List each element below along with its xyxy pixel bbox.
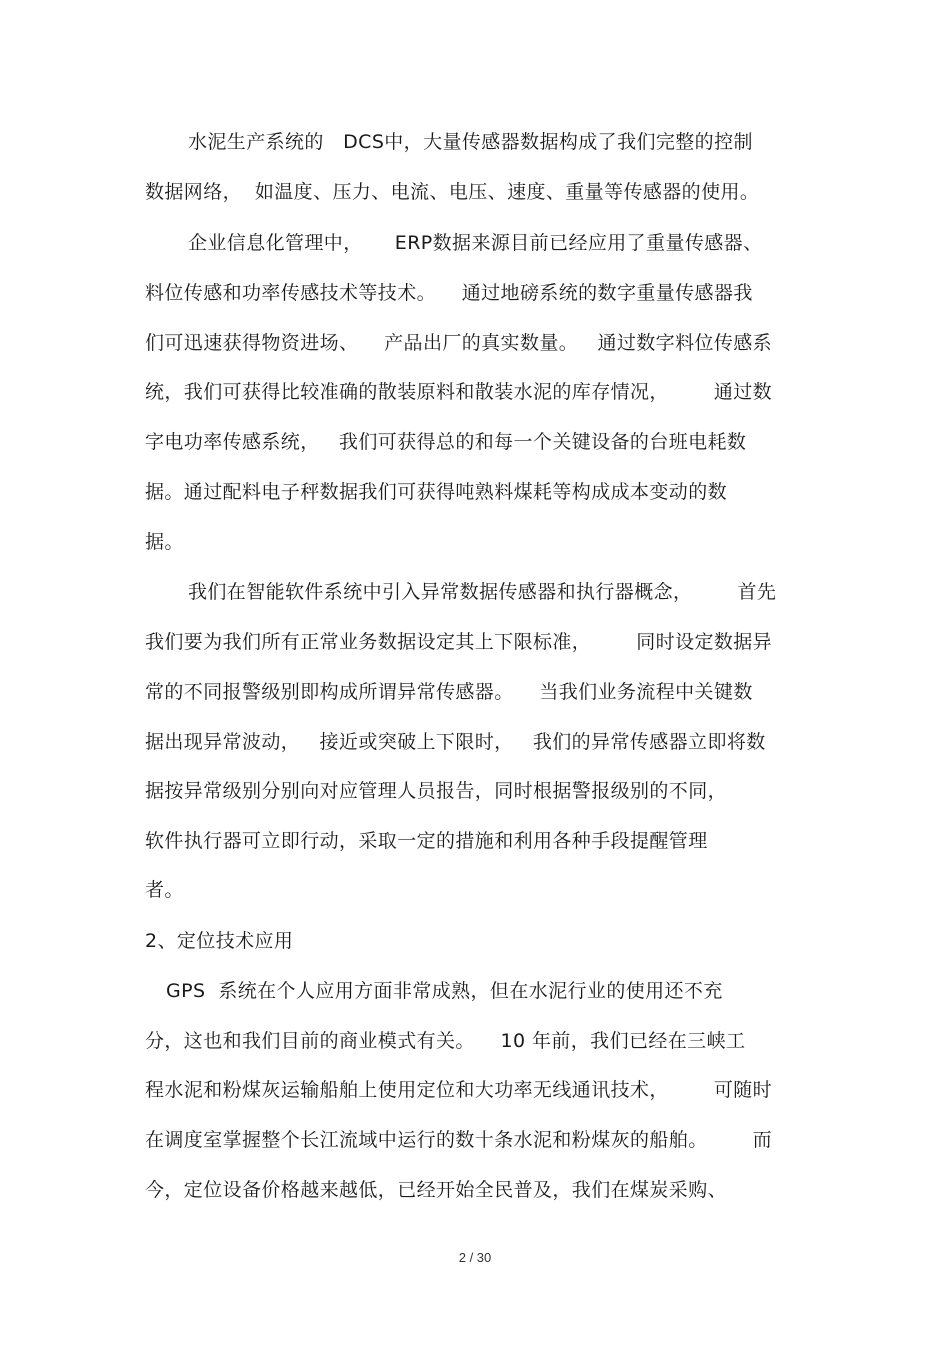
paragraph-4-line-3: 程水泥和粉煤灰运输船舶上使用定位和大功率无线通讯技术， 可随时 — [145, 1079, 773, 1101]
paragraph-2-line-7: 据。 — [145, 531, 184, 553]
paragraph-2-line-1: 企业信息化管理中， ERP数据来源目前已经应用了重量传感器、 — [188, 232, 763, 254]
paragraph-3-line-7: 者。 — [145, 879, 184, 901]
paragraph-2-line-6: 据。通过配料电子秤数据我们可获得吨熟料煤耗等构成成本变动的数 — [145, 481, 728, 503]
section-heading: 2、定位技术应用 — [145, 930, 294, 952]
paragraph-3-line-6: 软件执行器可立即行动，采取一定的措施和利用各种手段提醒管理 — [145, 830, 708, 852]
paragraph-2-line-4: 统，我们可获得比较准确的散装原料和散装水泥的库存情况， 通过数 — [145, 381, 773, 403]
page-number: 2 / 30 — [458, 1250, 492, 1265]
paragraph-4-line-2: 分，这也和我们目前的商业模式有关。 10 年前，我们已经在三峡工 — [145, 1030, 746, 1052]
paragraph-2-line-3: 们可迅速获得物资进场、 产品出厂的真实数量。 通过数字料位传感系 — [145, 332, 773, 354]
paragraph-1-line-1: 水泥生产系统的 DCS中，大量传感器数据构成了我们完整的控制 — [188, 131, 753, 153]
paragraph-3-line-5: 据按异常级别分别向对应管理人员报告，同时根据警报级别的不同， — [145, 780, 728, 802]
paragraph-4-line-1: GPS 系统在个人应用方面非常成熟，但在水泥行业的使用还不充 — [166, 980, 723, 1002]
paragraph-1-line-2: 数据网络， 如温度、压力、电流、电压、速度、重量等传感器的使用。 — [145, 181, 760, 203]
paragraph-2-line-5: 字电功率传感系统， 我们可获得总的和每一个关键设备的台班电耗数 — [145, 431, 747, 453]
paragraph-3-line-3: 常的不同报警级别即构成所谓异常传感器。 当我们业务流程中关键数 — [145, 681, 753, 703]
paragraph-3-line-1: 我们在智能软件系统中引入异常数据传感器和执行器概念， 首先 — [188, 581, 777, 603]
paragraph-4-line-5: 今，定位设备价格越来越低，已经开始全民普及，我们在煤炭采购、 — [145, 1179, 728, 1201]
paragraph-3-line-2: 我们要为我们所有正常业务数据设定其上下限标准， 同时设定数据异 — [145, 631, 773, 653]
paragraph-4-line-4: 在调度室掌握整个长江流域中运行的数十条水泥和粉煤灰的船舶。 而 — [145, 1129, 773, 1151]
paragraph-3-line-4: 据出现异常波动， 接近或突破上下限时， 我们的异常传感器立即将数 — [145, 731, 766, 753]
paragraph-2-line-2: 料位传感和功率传感技术等技术。 通过地磅系统的数字重量传感器我 — [145, 282, 753, 304]
